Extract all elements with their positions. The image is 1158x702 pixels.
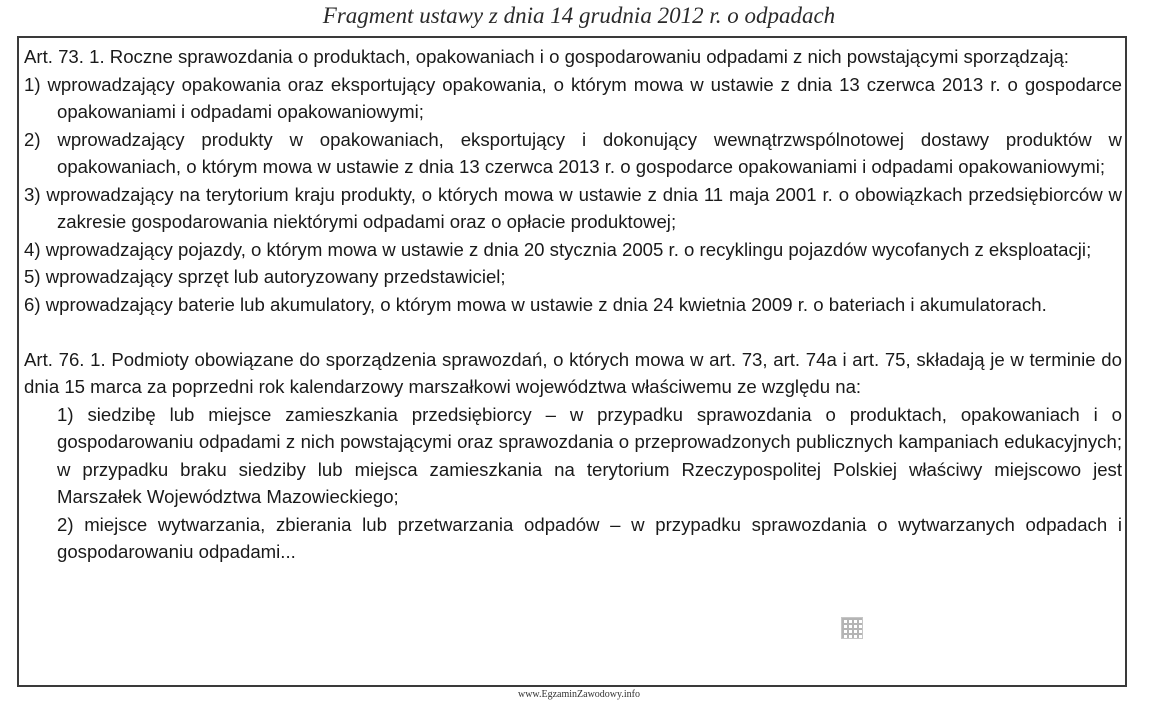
art73-item-4: 4) wprowadzający pojazdy, o którym mowa w ustawie z dnia 20 stycznia 2005 r. o recyklingu pojazdów wycofanych z eksploatacji; xyxy=(24,238,1092,260)
art73-item-5: 5) wprowadzający sprzęt lub autoryzowany przedstawiciel; xyxy=(24,266,506,287)
art73-item-2: 2) wprowadzający produkty w opakowaniach, eksportujący i dokonujący wewnątrzwspólnotowej dostawy produktów w opakowaniach, o którym mowa w ustawie z dnia 13 czerwca 2013 r. o gospodarce opakowaniami i odpadami opakowaniowymi; xyxy=(24,128,1122,177)
art73-item-6: 6) wprowadzający baterie lub akumulatory, o którym mowa w ustawie z dnia 24 kwietnia 2009 r. o bateriach i akumulatorach. xyxy=(24,293,1047,315)
art73-intro: Art. 73. 1. Roczne sprawozdania o produktach, opakowaniach i o gospodarowaniu odpadami z nich powstającymi sporządzają: xyxy=(24,46,1069,67)
qr-code-icon xyxy=(841,617,863,639)
section-gap xyxy=(24,318,1122,346)
art76-item-1: 1) siedzibę lub miejsce zamieszkania przedsiębiorcy – w przypadku sprawozdania o produktach, opakowaniach i o gospodarowaniu odpadami z nich powstającymi oraz sprawozdania o przeprowadzonych publicznych kampaniach edukacyjnych; w przypadku braku siedziby lub miejsca zamieszkania na terytorium Rzeczypospolitej Polskiej właściwy miejscowo jest Marszałek Województwa Mazowieckiego; xyxy=(57,403,1122,507)
art73-item-1: 1) wprowadzający opakowania oraz eksportujący opakowania, o którym mowa w ustawie z dnia 13 czerwca 2013 r. o gospodarce opakowaniami i odpadami opakowaniowymi; xyxy=(24,73,1122,122)
footer-url: www.EgzaminZawodowy.info xyxy=(517,689,640,700)
document-body xyxy=(24,43,1122,566)
document-title: Fragment ustawy z dnia 14 grudnia 2012 r. o odpadach xyxy=(322,3,836,28)
art73-item-3: 3) wprowadzający na terytorium kraju produkty, o których mowa w ustawie z dnia 11 maja 2001 r. o obowiązkach przedsiębiorców w zakresie gospodarowania niektórymi odpadami oraz o opłacie produktowej; xyxy=(24,183,1122,232)
art76-intro: Art. 76. 1. Podmioty obowiązane do sporządzenia sprawozdań, o których mowa w art. 73, art. 74a i art. 75, składają je w terminie do dnia 15 marca za poprzedni rok kalendarzowy marszałkowi województwa właściwemu ze względu na: xyxy=(24,348,1122,397)
art76-item-2: 2) miejsce wytwarzania, zbierania lub przetwarzania odpadów – w przypadku sprawozdania o wytwarzanych odpadach i gospodarowaniu odpadami... xyxy=(57,513,1122,562)
